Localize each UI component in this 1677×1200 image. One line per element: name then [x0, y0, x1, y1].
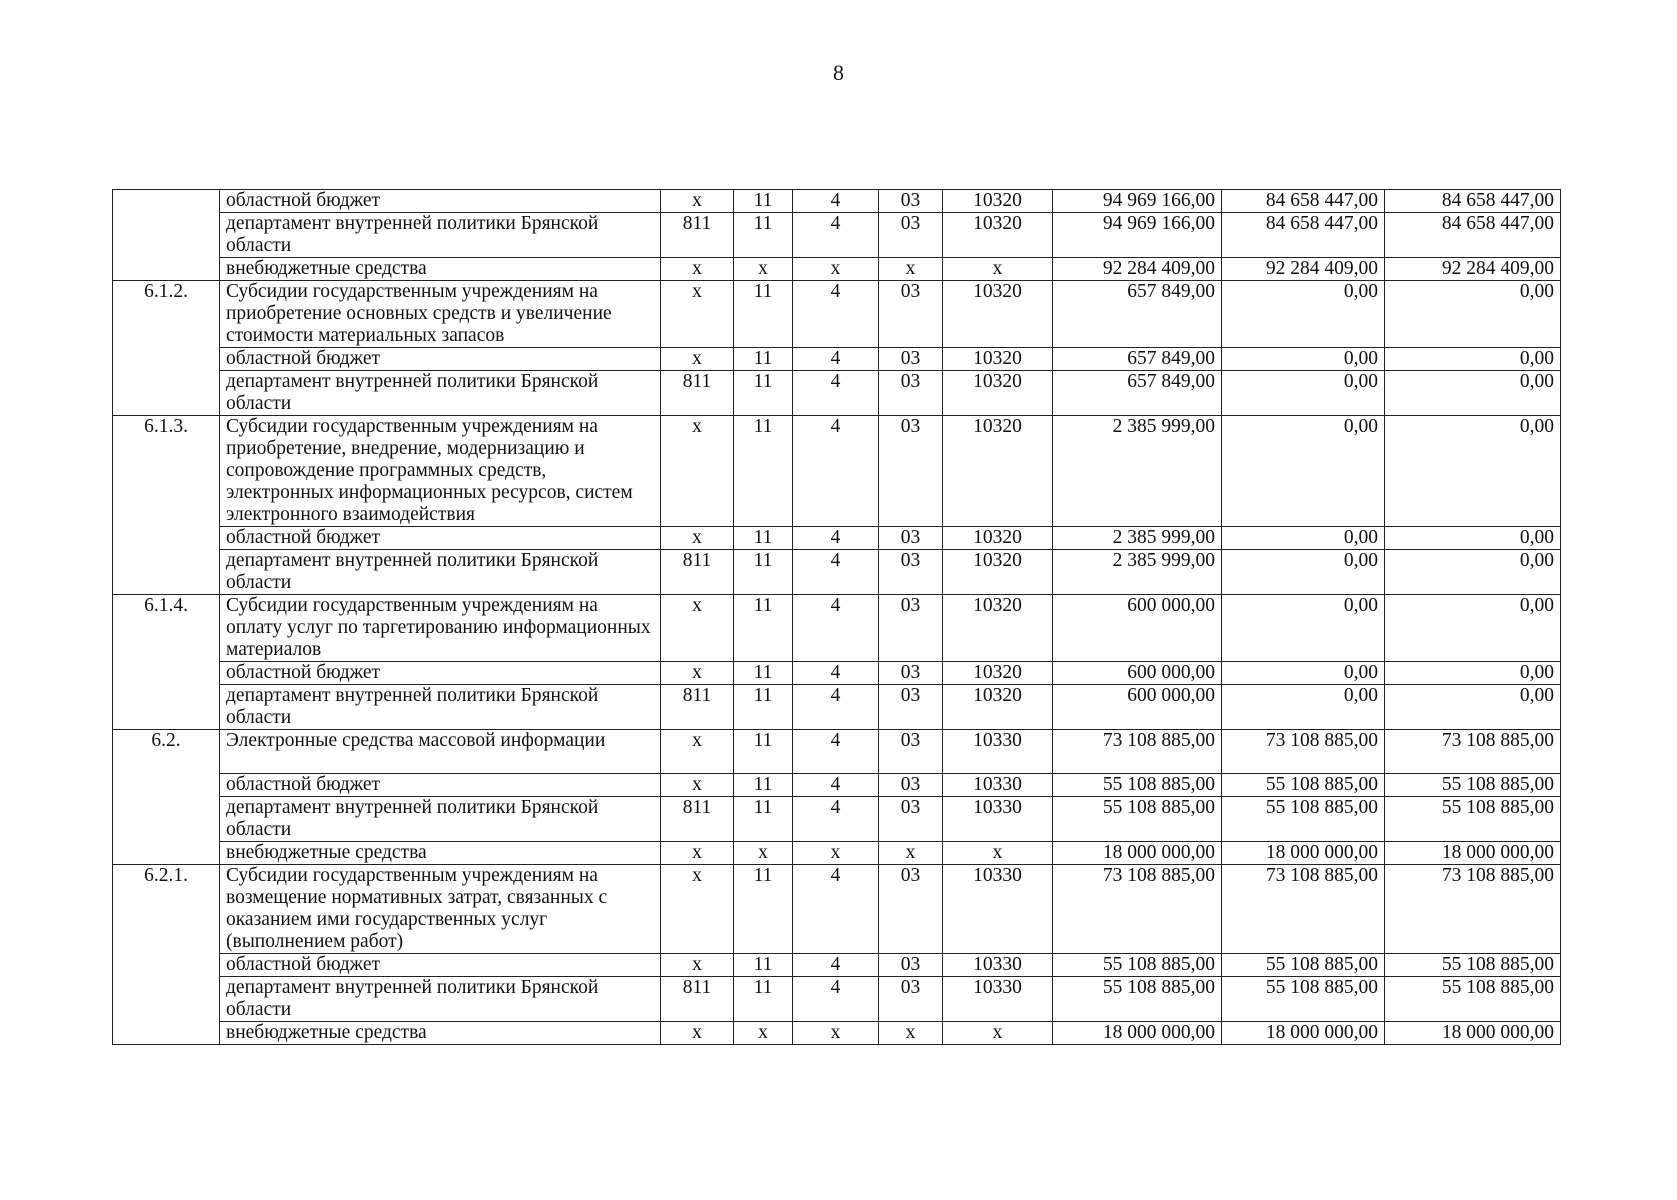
amount-year-2: 73 108 885,00 [1222, 730, 1385, 774]
code-section: 11 [734, 213, 793, 258]
amount-year-2: 55 108 885,00 [1222, 954, 1385, 977]
code-subprogram: 03 [879, 865, 943, 954]
table-row [113, 595, 1561, 662]
row-number: 6.2.1. [113, 865, 220, 1045]
code-admin: 811 [661, 213, 734, 258]
row-description: областной бюджет [220, 662, 661, 685]
amount-year-1: 600 000,00 [1053, 595, 1222, 662]
code-admin: x [661, 842, 734, 865]
code-direction: x [943, 1022, 1053, 1045]
code-program: 4 [793, 685, 879, 730]
table-row [113, 258, 1561, 281]
code-admin: x [661, 258, 734, 281]
amount-year-1: 55 108 885,00 [1053, 774, 1222, 797]
row-description: департамент внутренней политики Брянской области [220, 213, 661, 258]
code-subprogram: 03 [879, 662, 943, 685]
code-admin: 811 [661, 685, 734, 730]
row-description: внебюджетные средства [220, 258, 661, 281]
code-direction: 10320 [943, 281, 1053, 348]
code-section: 11 [734, 730, 793, 774]
table-row [113, 977, 1561, 1022]
table-row [113, 865, 1561, 954]
amount-year-2: 18 000 000,00 [1222, 842, 1385, 865]
table-row [113, 685, 1561, 730]
amount-year-3: 18 000 000,00 [1385, 842, 1561, 865]
code-subprogram: 03 [879, 730, 943, 774]
row-description: департамент внутренней политики Брянской области [220, 685, 661, 730]
table-row [113, 527, 1561, 550]
code-subprogram: 03 [879, 774, 943, 797]
amount-year-1: 657 849,00 [1053, 281, 1222, 348]
amount-year-3: 0,00 [1385, 371, 1561, 416]
row-description: областной бюджет [220, 774, 661, 797]
table-row [113, 550, 1561, 595]
amount-year-2: 55 108 885,00 [1222, 774, 1385, 797]
code-section: 11 [734, 550, 793, 595]
code-program: 4 [793, 797, 879, 842]
code-program: 4 [793, 213, 879, 258]
code-subprogram: 03 [879, 348, 943, 371]
amount-year-1: 600 000,00 [1053, 662, 1222, 685]
amount-year-3: 55 108 885,00 [1385, 954, 1561, 977]
code-subprogram: 03 [879, 685, 943, 730]
amount-year-1: 55 108 885,00 [1053, 954, 1222, 977]
amount-year-1: 92 284 409,00 [1053, 258, 1222, 281]
code-section: 11 [734, 281, 793, 348]
code-direction: 10330 [943, 865, 1053, 954]
amount-year-2: 55 108 885,00 [1222, 797, 1385, 842]
code-direction: 10320 [943, 662, 1053, 685]
row-description: Субсидии государственным учреждениям на приобретение основных средств и увеличение стоимости материальных запасов [220, 281, 661, 348]
amount-year-1: 600 000,00 [1053, 685, 1222, 730]
code-direction: 10320 [943, 595, 1053, 662]
amount-year-1: 2 385 999,00 [1053, 527, 1222, 550]
code-admin: x [661, 527, 734, 550]
table-row [113, 774, 1561, 797]
amount-year-1: 94 969 166,00 [1053, 213, 1222, 258]
code-program: x [793, 842, 879, 865]
code-direction: 10330 [943, 977, 1053, 1022]
amount-year-1: 73 108 885,00 [1053, 730, 1222, 774]
amount-year-2: 0,00 [1222, 527, 1385, 550]
row-description: областной бюджет [220, 954, 661, 977]
amount-year-2: 18 000 000,00 [1222, 1022, 1385, 1045]
code-section: 11 [734, 595, 793, 662]
code-subprogram: 03 [879, 954, 943, 977]
row-description: областной бюджет [220, 348, 661, 371]
row-description: внебюджетные средства [220, 842, 661, 865]
code-section: 11 [734, 954, 793, 977]
code-direction: 10320 [943, 416, 1053, 527]
code-subprogram: 03 [879, 550, 943, 595]
amount-year-3: 0,00 [1385, 685, 1561, 730]
code-subprogram: x [879, 258, 943, 281]
row-number: 6.1.4. [113, 595, 220, 730]
row-description: Субсидии государственным учреждениям на приобретение, внедрение, модернизацию и сопровождение программных средств, электронных информационных ресурсов, систем электронного взаимодействия [220, 416, 661, 527]
code-direction: 10320 [943, 348, 1053, 371]
amount-year-2: 0,00 [1222, 685, 1385, 730]
amount-year-1: 94 969 166,00 [1053, 190, 1222, 213]
code-section: x [734, 1022, 793, 1045]
code-direction: 10330 [943, 954, 1053, 977]
amount-year-2: 55 108 885,00 [1222, 977, 1385, 1022]
code-admin: x [661, 281, 734, 348]
code-direction: x [943, 258, 1053, 281]
table-row [113, 416, 1561, 527]
code-subprogram: x [879, 842, 943, 865]
code-section: x [734, 258, 793, 281]
code-program: x [793, 1022, 879, 1045]
amount-year-3: 0,00 [1385, 595, 1561, 662]
code-section: 11 [734, 371, 793, 416]
row-description: Электронные средства массовой информации [220, 730, 661, 774]
code-subprogram: 03 [879, 977, 943, 1022]
code-program: x [793, 258, 879, 281]
amount-year-1: 73 108 885,00 [1053, 865, 1222, 954]
code-admin: x [661, 730, 734, 774]
table-row [113, 797, 1561, 842]
code-program: 4 [793, 281, 879, 348]
row-number: 6.1.3. [113, 416, 220, 595]
code-program: 4 [793, 865, 879, 954]
amount-year-2: 0,00 [1222, 348, 1385, 371]
code-program: 4 [793, 371, 879, 416]
amount-year-3: 0,00 [1385, 662, 1561, 685]
table-row [113, 954, 1561, 977]
code-subprogram: 03 [879, 213, 943, 258]
code-program: 4 [793, 662, 879, 685]
code-program: 4 [793, 416, 879, 527]
table-row [113, 730, 1561, 774]
amount-year-1: 657 849,00 [1053, 371, 1222, 416]
code-section: 11 [734, 865, 793, 954]
code-admin: 811 [661, 797, 734, 842]
row-description: внебюджетные средства [220, 1022, 661, 1045]
amount-year-3: 92 284 409,00 [1385, 258, 1561, 281]
amount-year-3: 0,00 [1385, 281, 1561, 348]
amount-year-1: 55 108 885,00 [1053, 797, 1222, 842]
code-admin: x [661, 662, 734, 685]
code-program: 4 [793, 527, 879, 550]
amount-year-3: 84 658 447,00 [1385, 213, 1561, 258]
code-program: 4 [793, 190, 879, 213]
code-section: 11 [734, 977, 793, 1022]
row-description: департамент внутренней политики Брянской области [220, 371, 661, 416]
code-direction: 10320 [943, 213, 1053, 258]
row-description: Субсидии государственным учреждениям на возмещение нормативных затрат, связанных с оказанием ими государственных услуг (выполнением работ) [220, 865, 661, 954]
code-section: 11 [734, 416, 793, 527]
code-program: 4 [793, 730, 879, 774]
amount-year-3: 0,00 [1385, 348, 1561, 371]
code-direction: 10320 [943, 550, 1053, 595]
code-program: 4 [793, 595, 879, 662]
amount-year-3: 18 000 000,00 [1385, 1022, 1561, 1045]
code-admin: x [661, 416, 734, 527]
code-section: 11 [734, 348, 793, 371]
code-admin: x [661, 954, 734, 977]
amount-year-1: 2 385 999,00 [1053, 550, 1222, 595]
code-admin: 811 [661, 371, 734, 416]
amount-year-3: 55 108 885,00 [1385, 797, 1561, 842]
row-description: департамент внутренней политики Брянской области [220, 797, 661, 842]
code-admin: 811 [661, 550, 734, 595]
code-admin: 811 [661, 977, 734, 1022]
code-direction: 10320 [943, 685, 1053, 730]
row-description: областной бюджет [220, 190, 661, 213]
amount-year-2: 0,00 [1222, 416, 1385, 527]
amount-year-2: 73 108 885,00 [1222, 865, 1385, 954]
code-subprogram: 03 [879, 527, 943, 550]
code-section: 11 [734, 662, 793, 685]
code-subprogram: 03 [879, 371, 943, 416]
code-section: 11 [734, 797, 793, 842]
amount-year-1: 18 000 000,00 [1053, 842, 1222, 865]
code-direction: 10320 [943, 371, 1053, 416]
code-subprogram: 03 [879, 797, 943, 842]
amount-year-3: 0,00 [1385, 416, 1561, 527]
table-row [113, 190, 1561, 213]
code-program: 4 [793, 774, 879, 797]
code-program: 4 [793, 954, 879, 977]
amount-year-3: 73 108 885,00 [1385, 865, 1561, 954]
code-direction: 10330 [943, 730, 1053, 774]
code-section: 11 [734, 774, 793, 797]
amount-year-1: 657 849,00 [1053, 348, 1222, 371]
amount-year-2: 0,00 [1222, 371, 1385, 416]
code-program: 4 [793, 348, 879, 371]
code-direction: 10320 [943, 190, 1053, 213]
amount-year-3: 73 108 885,00 [1385, 730, 1561, 774]
table-row [113, 213, 1561, 258]
amount-year-1: 2 385 999,00 [1053, 416, 1222, 527]
table-row [113, 371, 1561, 416]
code-admin: x [661, 1022, 734, 1045]
code-admin: x [661, 190, 734, 213]
row-number [113, 190, 220, 281]
code-admin: x [661, 348, 734, 371]
code-direction: x [943, 842, 1053, 865]
code-admin: x [661, 865, 734, 954]
row-description: областной бюджет [220, 527, 661, 550]
code-subprogram: x [879, 1022, 943, 1045]
budget-table [112, 189, 1561, 1045]
amount-year-3: 84 658 447,00 [1385, 190, 1561, 213]
amount-year-3: 0,00 [1385, 550, 1561, 595]
amount-year-2: 84 658 447,00 [1222, 213, 1385, 258]
row-number: 6.2. [113, 730, 220, 865]
code-direction: 10330 [943, 797, 1053, 842]
amount-year-2: 84 658 447,00 [1222, 190, 1385, 213]
code-direction: 10330 [943, 774, 1053, 797]
amount-year-1: 55 108 885,00 [1053, 977, 1222, 1022]
code-program: 4 [793, 550, 879, 595]
amount-year-2: 0,00 [1222, 550, 1385, 595]
row-description: Субсидии государственным учреждениям на оплату услуг по таргетированию информационных материалов [220, 595, 661, 662]
code-admin: x [661, 774, 734, 797]
row-number: 6.1.2. [113, 281, 220, 416]
code-subprogram: 03 [879, 416, 943, 527]
amount-year-2: 0,00 [1222, 595, 1385, 662]
code-section: 11 [734, 685, 793, 730]
table-row [113, 842, 1561, 865]
code-subprogram: 03 [879, 190, 943, 213]
row-description: департамент внутренней политики Брянской области [220, 977, 661, 1022]
code-subprogram: 03 [879, 595, 943, 662]
amount-year-2: 0,00 [1222, 281, 1385, 348]
amount-year-2: 92 284 409,00 [1222, 258, 1385, 281]
table-row [113, 281, 1561, 348]
amount-year-3: 55 108 885,00 [1385, 774, 1561, 797]
code-subprogram: 03 [879, 281, 943, 348]
amount-year-3: 0,00 [1385, 527, 1561, 550]
code-section: x [734, 842, 793, 865]
amount-year-2: 0,00 [1222, 662, 1385, 685]
row-description: департамент внутренней политики Брянской области [220, 550, 661, 595]
amount-year-1: 18 000 000,00 [1053, 1022, 1222, 1045]
table-row [113, 348, 1561, 371]
amount-year-3: 55 108 885,00 [1385, 977, 1561, 1022]
code-program: 4 [793, 977, 879, 1022]
code-section: 11 [734, 527, 793, 550]
table-row [113, 1022, 1561, 1045]
page-number: 8 [833, 60, 844, 85]
code-direction: 10320 [943, 527, 1053, 550]
table-body [113, 190, 1561, 1045]
code-section: 11 [734, 190, 793, 213]
code-admin: x [661, 595, 734, 662]
table-row [113, 662, 1561, 685]
